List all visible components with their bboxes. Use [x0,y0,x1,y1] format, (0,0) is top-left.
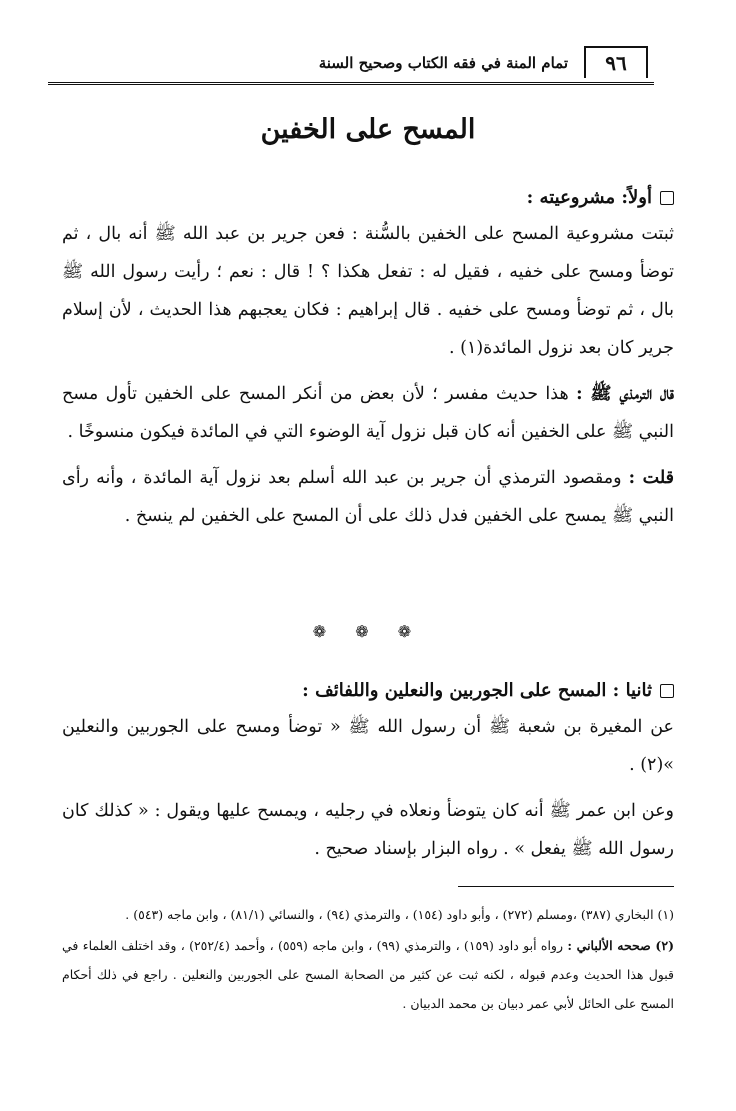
footnote-1: (١) البخاري (٣٨٧) ،ومسلم (٢٧٢) ، وأبو داود (١٥٤) ، والترمذي (٩٤) ، والنسائي (٨١/١) ، وابن ماجه (٥٤٣) . [125,907,674,922]
section-heading-2 [302,676,674,706]
paragraph: وعن ابن عمر ﷺ أنه كان يتوضأ ونعلاه في رجليه ، ويمسح عليها ويقول : « كذلك كان رسول الله ﷺ يفعل » . رواه البزار بإسناد صحيح . [62,801,674,859]
section-divider-ornaments: ❁ ❁ ❁ [312,622,424,641]
paragraph [62,375,674,451]
section-heading-1-text: أولاً: مشروعيته : [526,187,652,208]
paragraph: ثبتت مشروعية المسح على الخفين بالسُّنة : فعن جرير بن عبد الله ﷺ أنه بال ، ثم توضأ ومسح على خفيه ، فقيل له : تفعل هكذا ؟ ! قال : نعم ؛ رأيت رسول الله ﷺ بال ، ثم توضأ ومسح على خفيه . قال إبراهيم : فكان يعجبهم هذا الحديث ، لأن إسلام جرير كان بعد نزول المائدة(١) . [62,224,674,358]
header-rule [48,82,654,85]
footnote-2 [62,931,674,1018]
paragraph-text: هذا حديث مفسر ؛ لأن بعض من أنكر المسح على الخفين تأول مسح النبي ﷺ على الخفين أنه كان قبل نزول آية الوضوء التي في المائدة فيكون منسوخًا . [62,384,674,442]
checkbox-square-icon [660,191,674,205]
paragraph-text: ومقصود الترمذي أن جرير بن عبد الله أسلم بعد نزول آية المائدة ، وأنه رأى النبي ﷺ يمسح على الخفين فدل ذلك على أن المسح على الخفين لم ينسخ . [62,468,674,526]
running-head-title: تمام المنة في فقه الكتاب وصحيح السنة [318,54,568,72]
section-2-body [62,708,674,868]
paragraph: عن المغيرة بن شعبة ﷺ أن رسول الله ﷺ « توضأ ومسح على الجوربين والنعلين »(٢) . [62,717,674,775]
section-heading-1 [527,183,674,213]
paragraph-lead: قلت : [628,468,674,488]
page-header [48,38,654,90]
footnote-text: رواه أبو داود (١٥٩) ، والترمذي (٩٩) ، وابن ماجه (٥٥٩) ، وأحمد (٢٥٢/٤) ، وقد اختلف العلماء في قبول هذا الحديث وعدم قبوله ، لكنه ثبت عن كثير من الصحابة المسح على الجوربين والنعلين . راجع في ذلك أحكام المسح على الحائل لأبي عمر دبيان بن محمد الدبيان . [62,938,674,1011]
footnotes [62,900,674,1020]
chapter-title: المسح على الخفين [260,114,476,145]
footnote-lead: (٢) صححه الألباني : [567,938,674,953]
checkbox-square-icon [660,684,674,698]
page-number: ٩٦ [584,46,648,78]
footnote-rule [458,886,674,887]
section-1-body [62,215,674,535]
paragraph [62,459,674,535]
paragraph-lead: قال الترمذي ﷺ : [576,384,674,404]
section-heading-2-text: ثانيا : المسح على الجوربين والنعلين واللفائف : [302,680,652,701]
